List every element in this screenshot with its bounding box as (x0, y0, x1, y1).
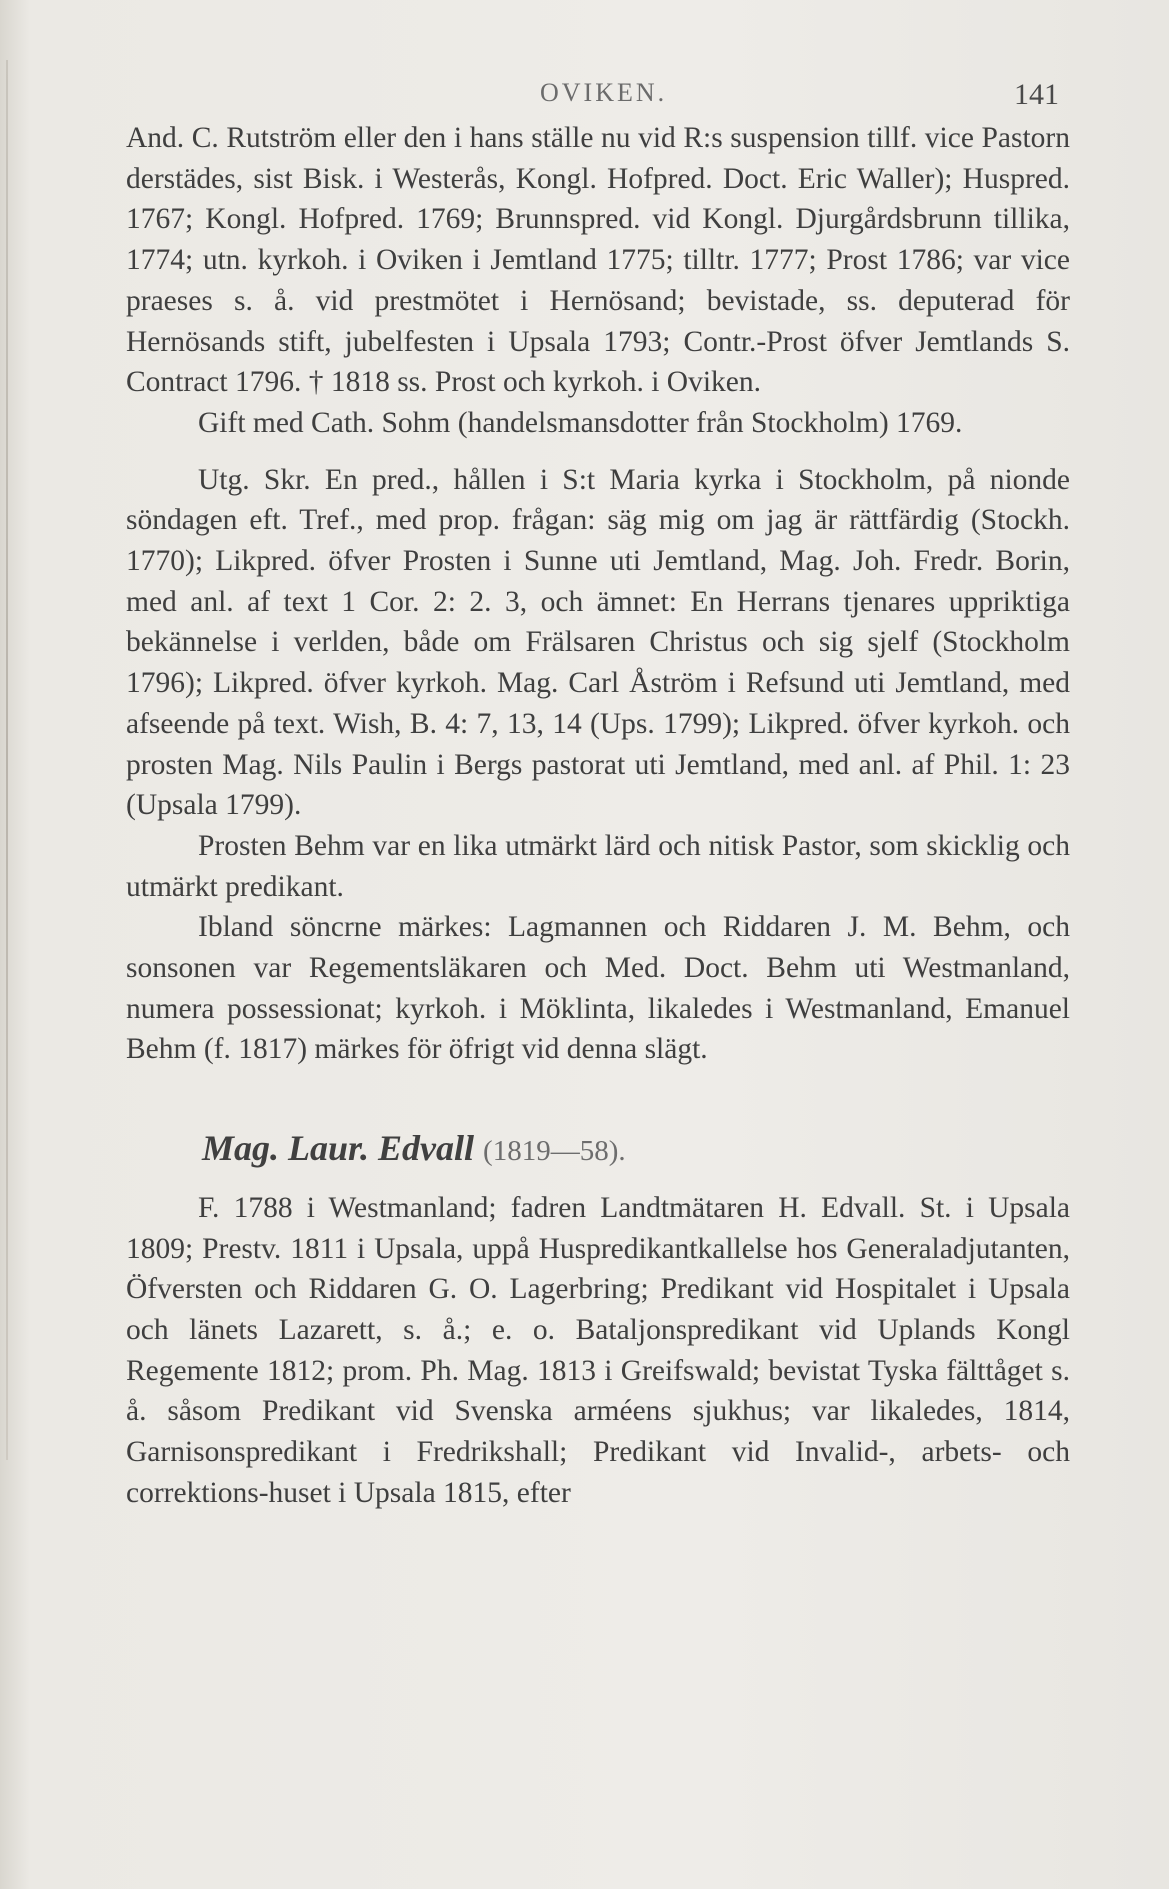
paragraph: Gift med Cath. Sohm (handelsmansdotter från Stockholm) 1769. (198, 406, 963, 439)
page-number: 141 (1014, 78, 1059, 111)
paragraph: Prosten Behm var en lika utmärkt lärd och nitisk Pastor, som skicklig och utmärkt predikant. (126, 829, 1070, 903)
page-binding-edge (6, 60, 8, 1460)
section-heading (126, 1128, 1070, 1172)
paragraph: And. C. Rutström eller den i hans ställe nu vid R:s suspension tillf. vice Pastorn derstädes, sist Bisk. i Westerås, Kongl. Hofpred. Doct. Eric Waller); Huspred. 1767; Kongl. Hofpred. 1769; Brunnspred. vid Kongl. Djurgårdsbrunn tillika, 1774; utn. kyrkoh. i Oviken i Jemtland 1775; tilltr. 1777; Prost 1786; var vice praeses s. å. vid prestmötet i Hernösand; bevistade, ss. deputerad för Hernösands stift, jubelfesten i Upsala 1793; Contr.-Prost öfver Jemtlands S. Contract 1796. † 1818 ss. Prost och kyrkoh. i Oviken. (126, 122, 1070, 399)
section-heading-years: (1819—58). (483, 1135, 626, 1168)
page-header (0, 70, 1169, 120)
section-heading-name: Mag. Laur. Edvall (202, 1128, 475, 1169)
running-head: OVIKEN. (540, 78, 668, 107)
paragraph: F. 1788 i Westmanland; fadren Landtmätaren H. Edvall. St. i Upsala 1809; Prestv. 1811 i Upsala, uppå Huspredikantkallelse hos Generaladjutanten, Öfversten och Riddaren G. O. Lagerbring; Predikant vid Hospitalet i Upsala och länets Lazarett, s. å.; e. o. Bataljonspredikant vid Uplands Kongl Regemente 1812; prom. Ph. Mag. 1813 i Greifswald; bevistat Tyska fälttåget s. å. såsom Predikant vid Svenska arméens sjukhus; var likaledes, 1814, Garnisonspredikant i Fredrikshall; Predikant vid Invalid-, arbets- och correktions-huset i Upsala 1815, efter (126, 1191, 1070, 1509)
paragraph: Ibland söncrne märkes: Lagmannen och Riddaren J. M. Behm, och sonsonen var Regementsläkaren och Med. Doct. Behm uti Westmanland, numera possessionat; kyrkoh. i Möklinta, likaledes i Westmanland, Emanuel Behm (f. 1817) märkes för öfrigt vid denna slägt. (126, 911, 1070, 1066)
paragraph: Utg. Skr. En pred., hållen i S:t Maria kyrka i Stockholm, på nionde söndagen eft. Tref., med prop. frågan: säg mig om jag är rättfärdig (Stockh. 1770); Likpred. öfver Prosten i Sunne uti Jemtland, Mag. Joh. Fredr. Borin, med anl. af text 1 Cor. 2: 2. 3, och ämnet: En Herrans tjenares uppriktiga bekännelse i verlden, både om Frälsaren Christus och sig sjelf (Stockholm 1796); Likpred. öfver kyrkoh. Mag. Carl Åström i Refsund uti Jemtland, med afseende på text. Wish, B. 4: 7, 13, 14 (Ups. 1799); Likpred. öfver kyrkoh. och prosten Mag. Nils Paulin i Bergs pastorat uti Jemtland, med anl. af Phil. 1: 23 (Upsala 1799). (126, 463, 1070, 822)
body-text (126, 118, 1070, 1514)
